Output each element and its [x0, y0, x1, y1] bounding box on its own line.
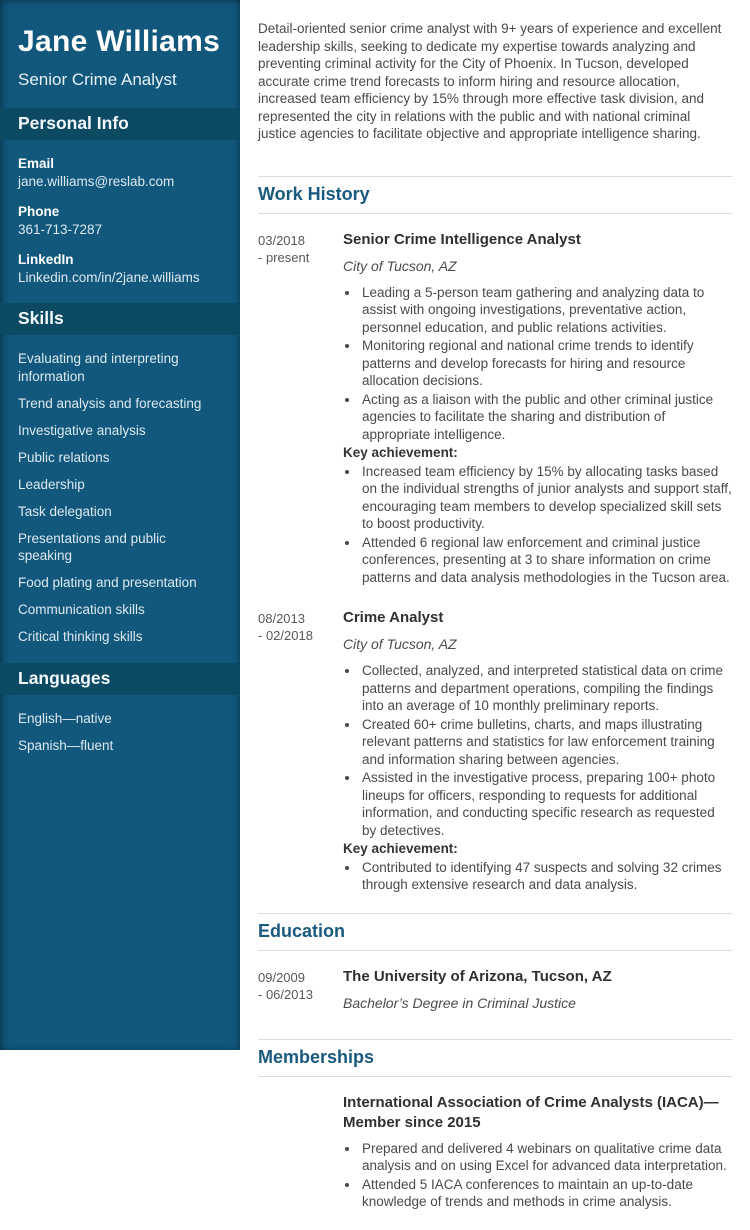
contact-linkedin-value: Linkedin.com/in/2jane.williams [18, 269, 200, 285]
sidebar-heading-personal-info: Personal Info [0, 108, 240, 140]
skill-item: Investigative analysis [18, 422, 146, 438]
section-education [258, 913, 732, 1039]
job-duty: • Acting as a liaison with the public and other criminal justice agencies to facilitate the sharing and distribution of appropriate intelligence. [360, 391, 732, 444]
contact-email-value: jane.williams@reslab.com [18, 173, 175, 189]
person-name: Jane Williams [18, 25, 221, 58]
skill-item: Leadership [18, 476, 85, 492]
memberships-heading: Memberships [258, 1046, 375, 1067]
language-item: Spanish—fluent [18, 738, 114, 753]
skill-item: Task delegation [18, 503, 112, 519]
key-achievement-label: Key achievement: [343, 445, 458, 460]
education-entry-dates [258, 967, 343, 1021]
job-duties-list [343, 662, 732, 839]
sidebar-header [0, 0, 240, 91]
key-achievement: • Contributed to identifying 47 suspects and solving 32 crimes through extensive research and data analysis. [360, 859, 732, 894]
education-entry [258, 967, 732, 1021]
date-to: - 06/2013 [258, 986, 313, 1002]
job-title: Crime Analyst [343, 609, 444, 626]
key-achievement: • Attended 6 regional law enforcement and criminal justice conferences, presenting at 3 to share information on crime patterns and data analysis methodologies in the Tucson area. [360, 534, 732, 587]
skill-item: Critical thinking skills [18, 629, 143, 644]
education-body [258, 951, 732, 1039]
job-duty: • Created 60+ crime bulletins, charts, and maps illustrating relevant patterns and statistics for law enforcement training and information sharing between agencies. [360, 716, 732, 769]
work-entry [258, 230, 732, 588]
membership-entry-content [343, 1093, 732, 1212]
main-column [240, 0, 750, 1209]
education-heading: Education [258, 920, 346, 941]
contact-email-label: Email [18, 156, 55, 171]
work-history-heading-row [258, 176, 732, 214]
job-duty: • Collected, analyzed, and interpreted statistical data on crime patterns and department operations, compiling the findings into an average of 10 monthly preliminary reports. [360, 662, 732, 715]
job-company: City of Tucson, AZ [343, 636, 457, 652]
contact-linkedin-label: LinkedIn [18, 252, 74, 267]
date-from: 03/2018 [258, 232, 305, 248]
contact-phone-value: 361-713-7287 [18, 221, 103, 237]
key-achievement-label: Key achievement: [343, 841, 458, 856]
work-entry-dates [258, 230, 343, 588]
contact-phone-label: Phone [18, 204, 60, 219]
contact-linkedin [18, 251, 222, 286]
sidebar [0, 0, 240, 1050]
work-entry-dates [258, 608, 343, 895]
education-heading-row [258, 913, 732, 951]
job-duty: • Monitoring regional and national crime trends to identify patterns and develop forecasts for hiring and resource allocation decisions. [360, 337, 732, 390]
skill-item: Presentations and public speaking [18, 530, 166, 563]
work-history-heading: Work History [258, 183, 370, 204]
skill-item: Trend analysis and forecasting [18, 395, 202, 411]
sidebar-heading-languages: Languages [0, 663, 240, 695]
membership-activities-list [343, 1140, 732, 1211]
section-memberships [258, 1039, 732, 1230]
work-entry-content [343, 608, 732, 895]
membership-entry-dates [258, 1093, 343, 1212]
languages-list [0, 695, 240, 755]
membership-title: International Association of Crime Analysts (IACA)—Member since 2015 [343, 1093, 719, 1131]
skill-item: Evaluating and interpreting information [18, 351, 179, 384]
date-from: 08/2013 [258, 611, 305, 626]
key-achievement: • Increased team efficiency by 15% by allocating tasks based on the individual strengths of junior analysts and support staff, encouraging team members to develop specialized skill sets to boost productivity. [360, 463, 732, 533]
date-to: - 02/2018 [258, 628, 313, 643]
person-job-title: Senior Crime Analyst [18, 70, 177, 89]
key-achievements-list [343, 859, 732, 894]
education-entry-content [343, 967, 732, 1021]
date-to: - present [258, 249, 310, 265]
memberships-heading-row [258, 1039, 732, 1077]
skills-list [0, 335, 240, 646]
school-name: The University of Arizona, Tucson, AZ [343, 967, 612, 985]
job-duty: • Assisted in the investigative process, preparing 100+ photo lineups for officers, responding to requests for additional information, and conducting specific research as requested by detectives. [360, 769, 732, 839]
work-entry-content [343, 230, 732, 588]
skill-item: Food plating and presentation [18, 575, 197, 590]
key-achievements-list [343, 463, 732, 587]
membership-activity: • Prepared and delivered 4 webinars on qualitative crime data analysis and on using Excel for advanced data interpretation. [360, 1140, 732, 1175]
job-duty: • Leading a 5-person team gathering and analyzing data to assist with ongoing investigations, preventative action, personnel education, and public relations activities. [360, 284, 732, 337]
work-entry [258, 608, 732, 895]
date-from: 09/2009 [258, 969, 305, 985]
personal-info-list [0, 140, 240, 286]
language-item: English—native [18, 710, 112, 726]
membership-entry [258, 1093, 732, 1212]
contact-phone [18, 203, 222, 238]
sidebar-heading-skills: Skills [0, 303, 240, 335]
work-history-body [258, 214, 732, 913]
skill-item: Public relations [18, 449, 110, 465]
professional-summary: Detail-oriented senior crime analyst with 9+ years of experience and excellent leadership skills, seeking to dedicate my expertise towards analyzing and preventing criminal activity for the City of Phoenix. In Tucson, developed accurate crime trend forecasts to inform hiring and resource allocation, increased team efficiency by 15% through more effective task division, and represented the city in relations with the public and with national criminal justice agencies to facilitate objective and appropriate intelligence sharing. [258, 21, 722, 141]
job-duties-list [343, 284, 732, 444]
job-title: Senior Crime Intelligence Analyst [343, 230, 581, 248]
section-work-history [258, 176, 732, 913]
membership-activity: • Attended 5 IACA conferences to maintain an up-to-date knowledge of trends and methods in crime analysis. [360, 1176, 732, 1211]
contact-email [18, 155, 222, 190]
memberships-body [258, 1077, 732, 1230]
degree: Bachelor’s Degree in Criminal Justice [343, 994, 576, 1011]
job-company: City of Tucson, AZ [343, 257, 457, 274]
skill-item: Communication skills [18, 602, 145, 617]
